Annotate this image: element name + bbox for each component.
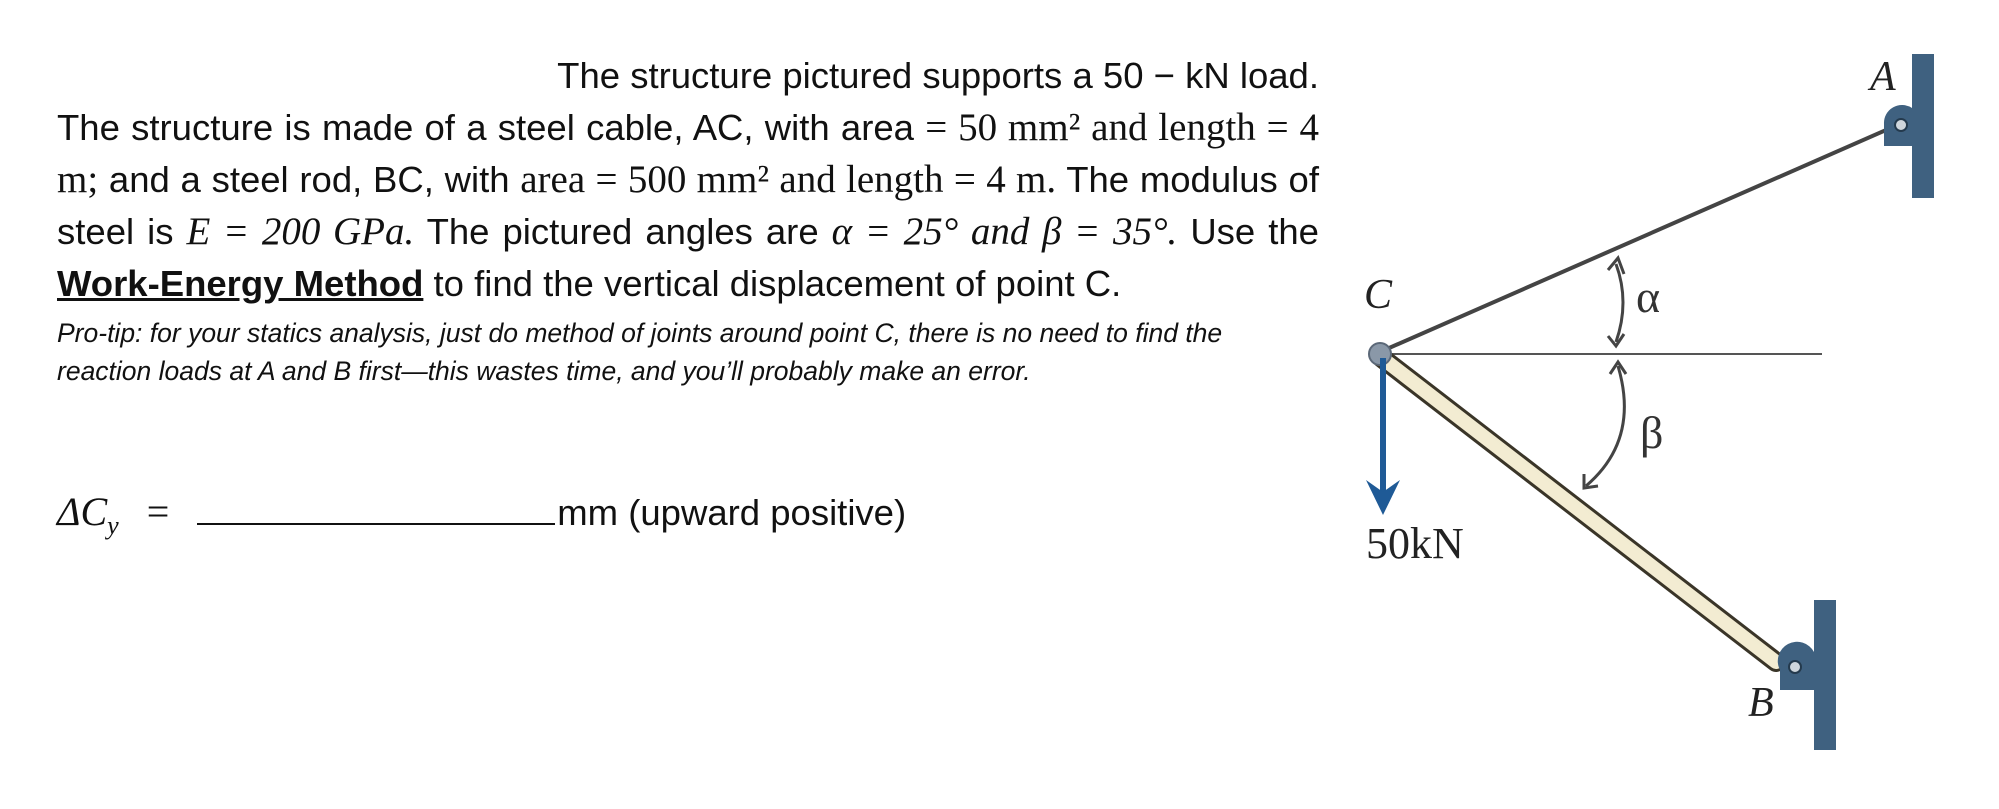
label-a: A — [1870, 54, 1896, 100]
alpha-arc — [1616, 264, 1623, 342]
work-energy-method-label: Work-Energy Method — [57, 263, 424, 304]
beta-arc — [1586, 366, 1624, 486]
pro-tip: Pro-tip: for your statics analysis, just do method of joints around point C, there is no need to find the reaction loads at A and B first—this wastes time, and you’ll probably make an error. — [57, 318, 1223, 386]
structure-diagram — [1340, 40, 1980, 780]
support-b — [1778, 600, 1836, 750]
problem-rod-text: and a steel rod, BC, with — [108, 159, 510, 200]
load-label: 50kN — [1366, 519, 1464, 568]
rod-bc-highlight — [1382, 358, 1776, 662]
problem-modulus-text: The modulus of steel is — [57, 159, 1319, 252]
answer-subscript: y — [107, 511, 119, 540]
answer-blank[interactable] — [197, 493, 555, 525]
answer-symbol: ΔC — [57, 489, 108, 534]
label-beta: β — [1640, 407, 1664, 458]
problem-statement — [57, 50, 1319, 390]
problem-paragraph — [57, 50, 1319, 310]
problem-modulus-value: E = 200 GPa. — [186, 210, 415, 253]
answer-line — [57, 488, 906, 541]
problem-cable-text: The structure is made of a steel cable, AC, with area — [57, 107, 914, 148]
problem-cable-values: = 50 mm² and length = 4 m; — [57, 106, 1319, 201]
label-c: C — [1364, 272, 1393, 318]
answer-unit: mm (upward positive) — [557, 492, 907, 533]
label-alpha: α — [1636, 271, 1661, 322]
problem-method-suffix: to find the vertical displacement of point C. — [433, 263, 1122, 304]
problem-line-1: The structure pictured supports a 50 − kN load. — [557, 55, 1319, 96]
problem-rod-values: area = 500 mm² and length = 4 m. — [520, 158, 1057, 201]
label-b: B — [1748, 680, 1774, 726]
problem-angles-text: The pictured angles are — [426, 211, 819, 252]
problem-angles-values: α = 25° and β = 35°. — [831, 210, 1178, 253]
answer-equals: = — [146, 489, 170, 534]
answer-lhs — [57, 488, 119, 541]
problem-method-prefix: Use the — [1190, 211, 1319, 252]
